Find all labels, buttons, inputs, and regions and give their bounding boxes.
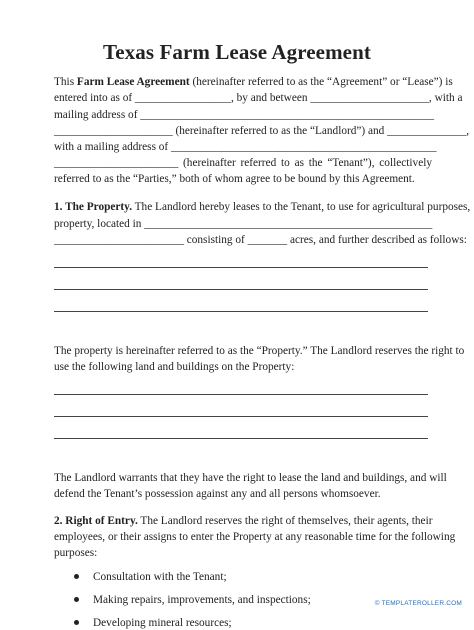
section-heading-entry: 2. Right of Entry. [54,515,138,527]
bullet-icon [74,574,79,579]
description-blank-line-3[interactable] [54,311,428,312]
warranty-line-2: defend the Tenant’s possession against any and all persons whomsoever. [54,488,381,500]
list-item: Developing mineral resources; [74,616,232,630]
reserved-blank-line-1[interactable] [54,394,428,395]
intro-line-1: This Farm Lease Agreement (hereinafter referred to as the “Agreement” or “Lease”) is [54,76,453,88]
description-blank-line-1[interactable] [54,267,428,268]
list-item: Consultation with the Tenant; [74,570,227,584]
entry-line-3: purposes: [54,547,98,559]
entry-line-1: 2. Right of Entry. The Landlord reserves the right of themselves, their agents, their [54,515,433,527]
property-line-2: property, located in ___________________________________________________ [54,218,433,230]
warranty-line-1: The Landlord warrants that they have the right to lease the land and buildings, and will [54,472,447,484]
intro-line-6: ______________________ (hereinafter referred to as the “Tenant”), collectively [54,157,432,169]
property-paragraph-2-line-2: use the following land and buildings on the Property: [54,361,295,373]
page-title: Texas Farm Lease Agreement [103,40,371,64]
property-paragraph-2-line-1: The property is hereinafter referred to as the “Property.” The Landlord reserves the right to [54,345,465,357]
bullet-icon [74,620,79,625]
property-line-1: 1. The Property. The Landlord hereby leases to the Tenant, to use for agricultural purposes, [54,201,471,213]
reserved-blank-line-2[interactable] [54,416,428,417]
intro-line-4: _____________________ (hereinafter referred to as the “Landlord”) and ______________, [54,125,470,137]
list-item: Making repairs, improvements, and inspections; [74,593,311,607]
property-line-3: _______________________ consisting of _______ acres, and further described as follows: [54,234,467,246]
footer-copyright[interactable]: © TEMPLATEROLLER.COM [374,600,462,607]
description-blank-line-2[interactable] [54,289,428,290]
entry-line-2: employees, or their assigns to enter the Property at any reasonable time for the following [54,531,456,543]
intro-line-7: referred to as the “Parties,” both of whom agree to be bound by this Agreement. [54,173,415,185]
intro-line-5: with a mailing address of _______________________________________________ [54,141,437,153]
bullet-icon [74,597,79,602]
section-heading-property: 1. The Property. [54,201,133,213]
agreement-name: Farm Lease Agreement [76,76,190,88]
reserved-blank-line-3[interactable] [54,438,428,439]
intro-line-2: entered into as of _________________, by and between _____________________, with a [54,92,463,104]
intro-line-3: mailing address of ____________________________________________________ [54,109,434,121]
